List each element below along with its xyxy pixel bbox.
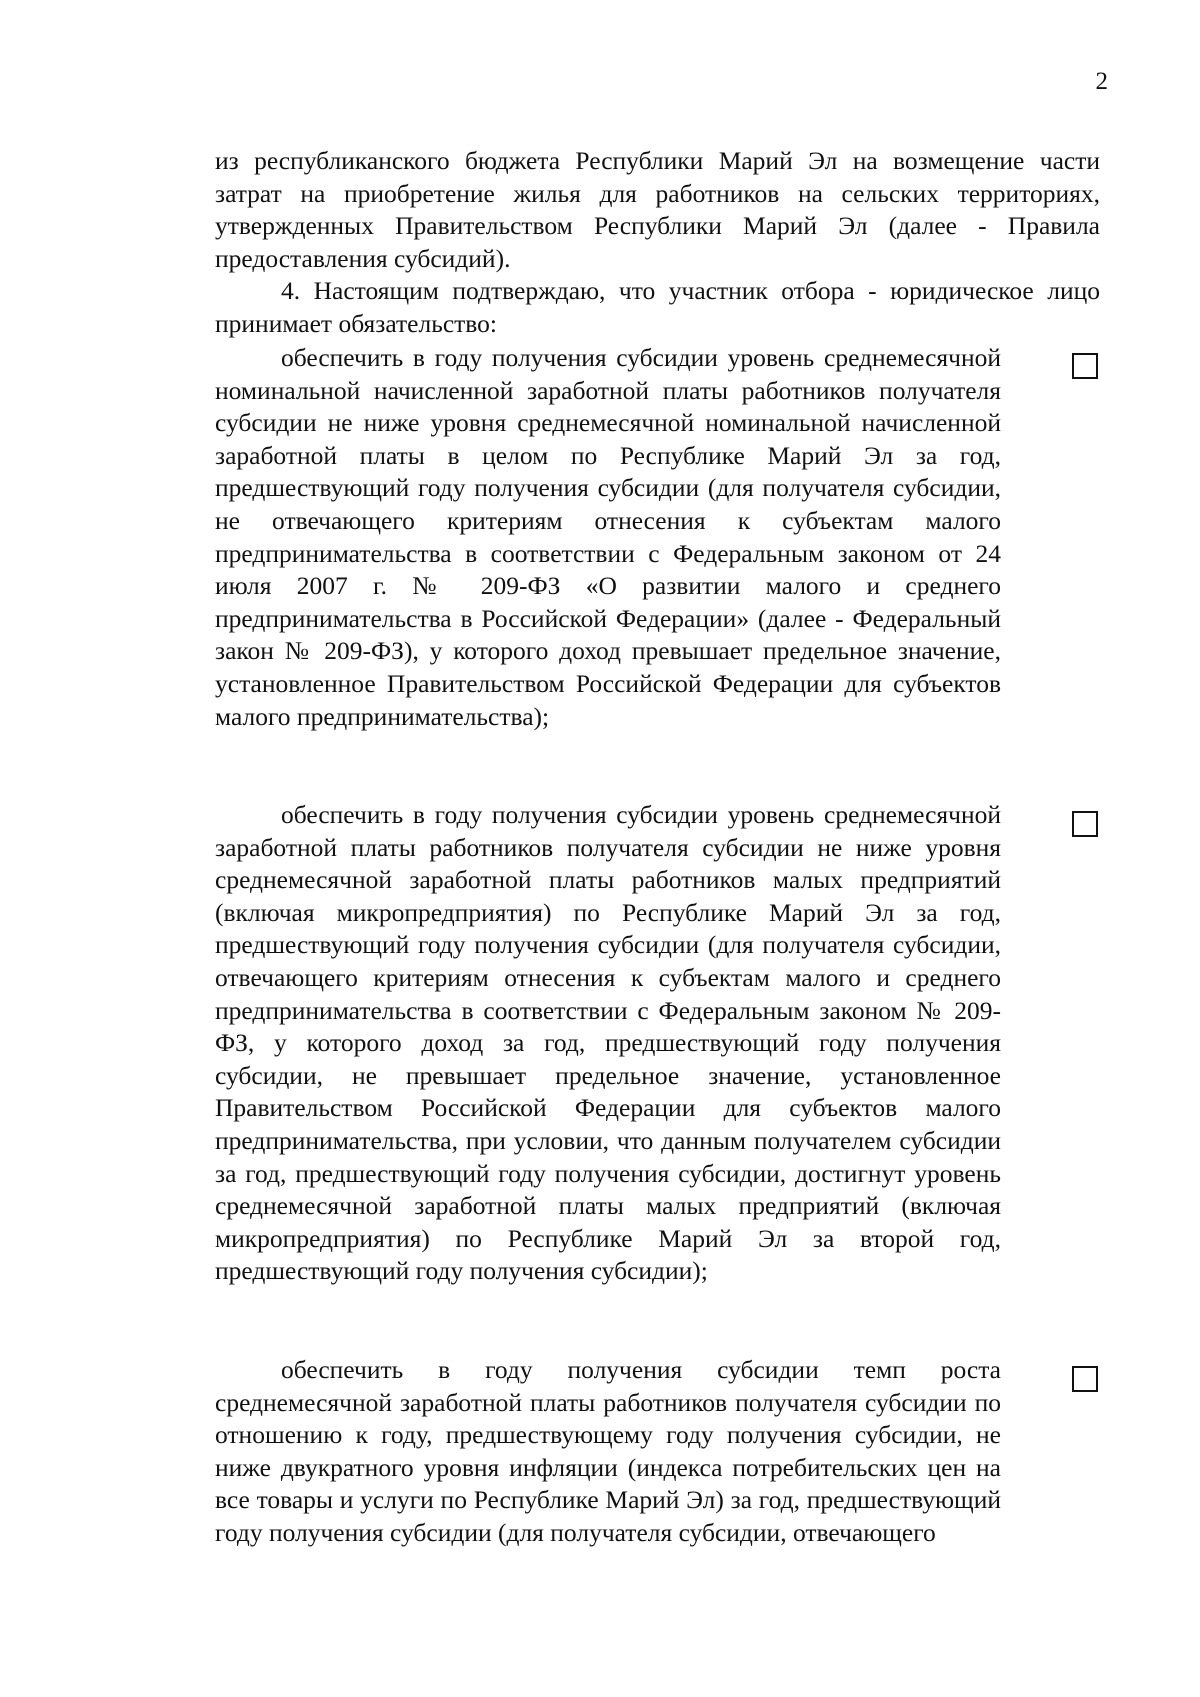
obligation-option-2-checkbox[interactable]: [1072, 811, 1098, 837]
obligation-option-1-text: обеспечить в году получения субсидии уровень среднемесячной номинальной начисленной заработной платы работников получателя субсидии не ниже уровня среднемесячной номинальной начисленной заработной платы в целом по Республике Марий Эл за год, предшествующий году получения субсидии (для получателя субсидии, не отвечающего критериям отнесения к субъектам малого предпринимательства в соответствии с Федеральным законом от 24 июля 2007 г. № 209-ФЗ «О развитии малого и среднего предпринимательства в Российской Федерации» (далее - Федеральный закон № 209-ФЗ), у которого доход превышает предельное значение, установленное Правительством Российской Федерации для субъектов малого предпринимательства);: [215, 343, 1001, 731]
item-4-paragraph: 4. Настоящим подтверждаю, что участник отбора - юридическое лицо принимает обязательство:: [215, 276, 1100, 338]
obligation-option-2-text: обеспечить в году получения субсидии уровень среднемесячной заработной платы работников получателя субсидии не ниже уровня среднемесячной заработной платы работников малых предприятий (включая микропредприятия) по Республике Марий Эл за год, предшествующий году получения субсидии (для получателя субсидии, отвечающего критериям отнесения к субъектам малого и среднего предпринимательства в соответствии с Федеральным законом № 209-ФЗ, у которого доход за год, предшествующий году получения субсидии, не превышает предельное значение, установленное Правительством Российской Федерации для субъектов малого предпринимательства, при условии, что данным получателем субсидии за год, предшествующий году получения субсидии, достигнут уровень среднемесячной заработной платы малых предприятий (включая микропредприятия) по Республике Марий Эл за второй год, предшествующий году получения субсидии);: [215, 800, 1001, 1286]
intro-paragraph: из республиканского бюджета Республики Марий Эл на возмещение части затрат на приобретение жилья для работников на сельских территориях, утвержденных Правительством Республики Марий Эл (далее - Правила предоставления субсидий).: [215, 146, 1100, 273]
obligation-option-1-checkbox[interactable]: [1072, 353, 1098, 379]
obligation-option-3-text: обеспечить в году получения субсидии темп роста среднемесячной заработной платы работников получателя субсидии по отношению к году, предшествующему году получения субсидии, не ниже двукратного уровня инфляции (индекса потребительских цен на все товары и услуги по Республике Марий Эл) за год, предшествующий году получения субсидии (для получателя субсидии, отвечающего: [215, 1355, 1001, 1547]
obligation-option-3-checkbox[interactable]: [1072, 1366, 1098, 1392]
page-number: 2: [1095, 68, 1108, 95]
